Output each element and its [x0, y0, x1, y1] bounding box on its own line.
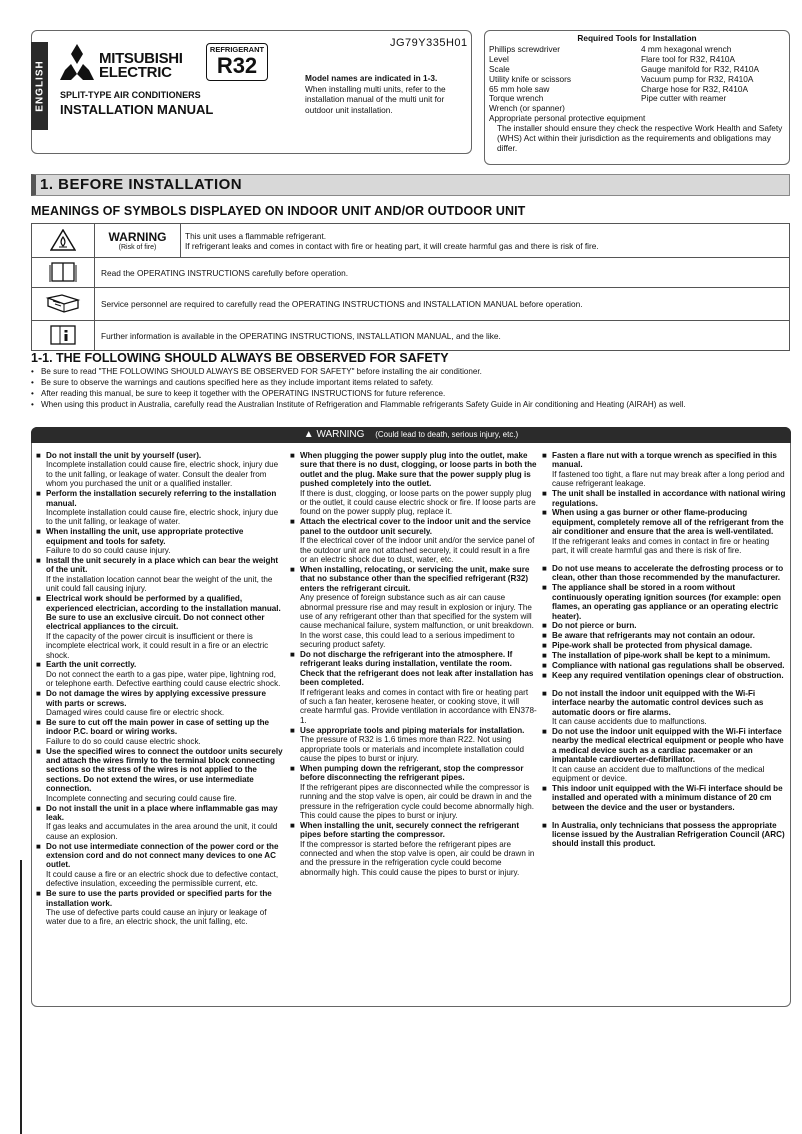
warning-bar: ▲ WARNING (Could lead to death, serious injury, etc.) — [31, 427, 791, 443]
warning-item — [290, 451, 537, 517]
warning-item-heading: ■ Do not use intermediate connection of the power cord or the extension cord and do not connect many devices to one AC outlet. — [36, 842, 284, 870]
tool-item: Wrench (or spanner) — [489, 103, 565, 114]
warning-item-heading: ■ When installing the unit, use appropriate protective equipment and tools for safety. — [36, 527, 284, 546]
warning-item-body: Incomplete connecting and securing could cause fire. — [46, 793, 237, 803]
warning-item-heading: ■ When installing the unit, securely connect the refrigerant pipes before starting the compressor. — [290, 821, 537, 840]
warning-item — [36, 804, 284, 842]
warning-column-1 — [36, 451, 284, 927]
warning-item-body: The pressure of R32 is 1.6 times more than R22. Not using appropriate tools or materials and incomplete installation could cause the pipes to burst or injury. — [300, 735, 525, 763]
warning-item — [542, 583, 787, 621]
safety-bullet: • After reading this manual, be sure to keep it together with the OPERATING INSTRUCTIONS for future reference. — [31, 388, 796, 399]
warning-item-heading: ■ Do not use means to accelerate the defrosting process or to clean, other than those recommended by the manufacturer. — [542, 564, 787, 583]
warning-item-body: It could cause a fire or an electric shock due to defective contact, defective insulation, exceeding the permissible current, etc. — [46, 869, 279, 889]
warning-item-body: If the refrigerant leaks and comes in contact in fire or heating part, it will create harmful gas and there is risk of fire. — [552, 536, 770, 556]
warning-item — [542, 508, 787, 555]
warning-item — [36, 889, 284, 927]
warning-item-body: If refrigerant leaks and comes in contact with fire or heating part of such a fan heater, kerosene heater, or cooking stove, it will create harmful gas. Provide ventilation in accordance with EN378-1. — [300, 687, 537, 725]
warning-item-heading: ■ Do not pierce or burn. — [542, 621, 787, 630]
brand-name: MITSUBISHI ELECTRIC — [99, 50, 183, 81]
service-manual-icon — [32, 288, 95, 321]
warning-item — [542, 641, 787, 650]
warning-item-heading: ■ Do not damage the wires by applying excessive pressure with parts or screws. — [36, 689, 284, 708]
warning-item-heading: ■ Be sure to cut off the main power in case of setting up the indoor P.C. board or wiring works. — [36, 718, 284, 737]
tool-item: Charge hose for R32, R410A — [641, 83, 749, 94]
refrigerant-badge: REFRIGERANT R32 — [206, 43, 268, 81]
warning-item-heading: ■ When plugging the power supply plug into the outlet, make sure that there is no dust, clogging, or loose parts in both the outlet and the plug. Make sure that the power supply plug is pushed completely into the outlet. — [290, 451, 537, 489]
tool-item: Gauge manifold for R32, R410A — [641, 63, 760, 74]
warning-item — [542, 671, 787, 680]
warning-item-body: Failure to do so could cause electric shock. — [46, 736, 201, 746]
warning-item-heading: ■ Fasten a flare nut with a torque wrench as specified in this manual. — [542, 451, 787, 470]
symbol-row-service: Service personnel are required to carefully read the OPERATING INSTRUCTIONS and INSTALLATION MANUAL before operation. — [95, 288, 790, 321]
warning-item-heading: ■ Do not install the unit by yourself (user). — [36, 451, 284, 460]
symbol-row-info: Further information is available in the OPERATING INSTRUCTIONS, INSTALLATION MANUAL, and the like. — [95, 321, 790, 351]
warning-item — [542, 621, 787, 630]
warning-item — [36, 718, 284, 746]
warning-item — [36, 489, 284, 527]
warning-item-body: Incomplete installation could cause fire, electric shock, injury due to the unit falling, or leakage of water. — [46, 507, 279, 527]
warning-item-heading: ■ Earth the unit correctly. — [36, 660, 284, 669]
warning-item-heading: ■ Keep any required ventilation openings clear of obstruction. — [542, 671, 787, 680]
warning-item — [290, 726, 537, 764]
warning-item — [542, 451, 787, 489]
warning-item — [542, 564, 787, 583]
warning-text-cell: This unit uses a flammable refrigerant. If refrigerant leaks and comes in contact with fire or heating part, it will create harmful gas and there is risk of fire. — [181, 224, 790, 258]
warning-item-heading: ■ Electrical work should be performed by a qualified, experienced electrician, according to the installation manual. Be sure to use an exclusive circuit. Do not connect other electrical appliances to the circuit. — [36, 594, 284, 632]
warning-item-body: If the compressor is started before the refrigerant pipes are connected and when the stop valve is open, air could be drawn in and the pressure in the refrigeration cycle could become abnormally high. This could cause the pipes to burst or injury. — [300, 839, 535, 877]
warning-item-body: If the electrical cover of the indoor unit and/or the service panel of the outdoor unit are not attached securely, it could result in a fire or an electric shock due to dust, water, etc. — [300, 536, 535, 564]
warning-item-heading: ■ Use appropriate tools and piping materials for installation. — [290, 726, 537, 735]
warning-item — [36, 594, 284, 660]
tool-item: Utility knife or scissors — [489, 73, 572, 84]
warning-item-body: Do not connect the earth to a gas pipe, water pipe, lightning rod, or telephone earth. Defective earthing could cause electric shock. — [46, 669, 281, 689]
tool-item: Pipe cutter with reamer — [641, 93, 727, 104]
symbol-row-read: Read the OPERATING INSTRUCTIONS carefully before operation. — [95, 258, 790, 288]
manual-title: INSTALLATION MANUAL — [60, 102, 214, 117]
warning-item-body: Any presence of foreign substance such as air can cause abnormal pressure rise and may result in explosion or injury. The use of any refrigerant other than that specified for the system will cause mechanical failure, system malfunction, or unit breakdown. In the worst case, this could lead to a serious impediment to securing product safety. — [300, 593, 534, 650]
warning-item-heading: ■ The installation of pipe-work shall be kept to a minimum. — [542, 651, 787, 660]
warning-item — [542, 489, 787, 508]
warning-item-heading: ■ This indoor unit equipped with the Wi-Fi interface should be installed and operated with a minimum distance of 20 cm between the device and the user or bystanders. — [542, 784, 787, 812]
warning-item-body: If there is dust, clogging, or loose parts on the power supply plug or the outlet, it could cause electric shock or fire. If loose parts are found on the power supply plug, replace it. — [300, 488, 536, 517]
warning-item — [36, 689, 284, 717]
tools-title: Required Tools for Installation — [577, 33, 697, 43]
safety-bullet: • When using this product in Australia, carefully read the Australian Institute of Refrigeration and Flammable refrigerants Safety Guide in Air conditioning and Heating (AIRAH) as well. — [31, 399, 796, 410]
warning-item-heading: ■ Be aware that refrigerants may not contain an odour. — [542, 631, 787, 640]
warning-label-cell: WARNING (Risk of fire) — [95, 224, 181, 258]
warning-item — [36, 747, 284, 803]
tools-grid — [489, 45, 785, 104]
warning-item — [542, 651, 787, 660]
document-code: JG79Y335H01 — [390, 37, 468, 49]
warning-triangle-icon: ▲ — [303, 429, 314, 440]
warning-item-body: If gas leaks and accumulates in the area around the unit, it could cause an explosion. — [46, 822, 278, 841]
warning-item — [290, 517, 537, 564]
warning-item-heading: ■ The unit shall be installed in accordance with national wiring regulations. — [542, 489, 787, 508]
warning-item-heading: ■ Perform the installation securely referring to the installation manual. — [36, 489, 284, 508]
safety-heading: 1-1. THE FOLLOWING SHOULD ALWAYS BE OBSERVED FOR SAFETY — [31, 351, 449, 365]
model-note: Model names are indicated in 1-3. When installing multi units, refer to the installation manual of the multi unit for outdoor unit installation. — [305, 73, 446, 115]
warning-item-heading: ■ Be sure to use the parts provided or specified parts for the installation work. — [36, 889, 284, 908]
warning-item — [542, 661, 787, 670]
warning-item — [36, 556, 284, 594]
warning-item-heading: ■ Compliance with national gas regulations shall be observed. — [542, 661, 787, 670]
warning-item — [36, 527, 284, 555]
warning-item — [290, 821, 537, 877]
tool-item: Vacuum pump for R32, R410A — [641, 73, 754, 84]
warning-item-heading: ■ The appliance shall be stored in a room without continuously operating ignition sources (for example: open flames, an operating gas appliance or an operating electric heater). — [542, 583, 787, 621]
safety-bullet: • Be sure to read "THE FOLLOWING SHOULD ALWAYS BE OBSERVED FOR SAFETY" before installing the air conditioner. — [31, 366, 796, 377]
warning-item-heading: ■ When installing, relocating, or servicing the unit, make sure that no substance other than the specified refrigerant (R32) enters the refrigerant circuit. — [290, 565, 537, 593]
warning-column-2 — [290, 451, 537, 878]
warning-item — [542, 821, 787, 849]
safety-bullet: • Be sure to observe the warnings and cautions specified here as they include important items related to safety. — [31, 377, 796, 388]
warning-item-body: The use of defective parts could cause an injury or leakage of water due to a fire, an electric shock, the unit falling, etc. — [46, 908, 267, 927]
warning-item-body: Incomplete installation could cause fire, electric shock, injury due to the unit falling, or leakage of water. Consult the dealer from whom you purchased the unit or a qualified installer. — [46, 460, 279, 489]
warning-item-body: If the refrigerant pipes are disconnected while the compressor is running and the stop valve is open, air could be drawn in and the pressure in the refrigeration cycle could become abnormally high. This could cause the pipes to burst or injury. — [300, 782, 534, 820]
warning-item-body: If the installation location cannot bear the weight of the unit, the unit could fall causing injury. — [46, 574, 273, 594]
symbols-heading: MEANINGS OF SYMBOLS DISPLAYED ON INDOOR UNIT AND/OR OUTDOOR UNIT — [31, 204, 526, 218]
tool-item: 65 mm hole saw — [489, 83, 550, 94]
warning-item-body: It can cause an accident due to malfunctions of the medical equipment or device. — [552, 764, 765, 783]
section-title: 1. BEFORE INSTALLATION — [31, 174, 790, 196]
information-icon — [32, 321, 95, 351]
warning-item — [542, 727, 787, 783]
tool-item: Torque wrench — [489, 93, 544, 104]
tools-singles — [489, 104, 785, 124]
warning-item-body: Damaged wires could cause fire or electric shock. — [46, 707, 225, 717]
left-margin-rule — [20, 860, 22, 1134]
warning-item-body: If the capacity of the power circuit is insufficient or there is incomplete electrical work, it could result in a fire or an electric shock. — [46, 631, 269, 660]
warning-column-3 — [542, 451, 787, 849]
language-tab: ENGLISH — [31, 42, 48, 130]
symbols-table — [31, 223, 790, 351]
warning-item — [542, 631, 787, 640]
warning-item-heading: ■ In Australia, only technicians that possess the appropriate license issued by the Australian Refrigeration Council (ARC) should install this product. — [542, 821, 787, 849]
safety-bullets — [31, 366, 796, 410]
tool-item: Flare tool for R32, R410A — [641, 53, 736, 64]
warning-item — [542, 689, 787, 727]
warning-item — [290, 650, 537, 725]
tool-item: Appropriate personal protective equipment — [489, 113, 646, 124]
product-type: SPLIT-TYPE AIR CONDITIONERS — [60, 90, 201, 100]
tools-note: The installer should ensure they check the respective Work Health and Safety (WHS) Act within their jurisdiction as the requirements and obligations may differ. — [497, 123, 783, 153]
fire-warning-icon — [32, 224, 95, 258]
warning-item-heading: ■ Pipe-work shall be protected from physical damage. — [542, 641, 787, 650]
warning-item-heading: ■ When using a gas burner or other flame-producing equipment, completely remove all of the refrigerant from the air conditioner and ensure that the area is well-ventilated. — [542, 508, 787, 536]
warning-item-heading: ■ Do not use the indoor unit equipped with the Wi-Fi interface nearby the medical electrical equipment or people who have a medical device such as a cardiac pacemaker or an implantable cardioverter-defibrillator. — [542, 727, 787, 765]
warning-item-body: Failure to do so could cause injury. — [46, 546, 171, 556]
warning-item-heading: ■ Attach the electrical cover to the indoor unit and the service panel to the outdoor unit securely. — [290, 517, 537, 536]
warning-item-heading: ■ Do not install the indoor unit equipped with the Wi-Fi interface nearby the automatic control devices such as automatic doors or fire alarms. — [542, 689, 787, 717]
warning-item-heading: ■ When pumping down the refrigerant, stop the compressor before disconnecting the refrigerant pipes. — [290, 764, 537, 783]
warning-item-heading: ■ Do not install the unit in a place where inflammable gas may leak. — [36, 804, 284, 823]
warning-item — [542, 784, 787, 812]
warning-item-heading: ■ Do not discharge the refrigerant into the atmosphere. If refrigerant leaks during installation, ventilate the room. Check that the refrigerant does not leak after installation has been completed. — [290, 650, 537, 688]
warning-item — [36, 660, 284, 688]
tool-item: 4 mm hexagonal wrench — [641, 43, 732, 54]
mitsubishi-logo-icon — [60, 43, 94, 81]
manual-book-icon — [32, 258, 95, 288]
warning-item — [290, 565, 537, 650]
tool-item: Phillips screwdriver — [489, 43, 561, 54]
warning-item-body: If fastened too tight, a flare nut may break after a long period and cause refrigerant leakage. — [552, 469, 785, 489]
warning-item — [36, 451, 284, 489]
tool-item: Scale — [489, 63, 510, 74]
warning-item-heading: ■ Use the specified wires to connect the outdoor units securely and attach the wires firmly to the terminal block connecting sections so the stress of the wires is not applied to the sections. Do not extend the wires, or use intermediate connection. — [36, 747, 284, 794]
warning-item-body: It can cause accidents due to malfunctions. — [552, 717, 707, 727]
tool-item: Level — [489, 53, 509, 64]
warning-item — [36, 842, 284, 889]
required-tools-box — [484, 30, 790, 165]
warning-item — [290, 764, 537, 820]
warning-item-heading: ■ Install the unit securely in a place which can bear the weight of the unit. — [36, 556, 284, 575]
